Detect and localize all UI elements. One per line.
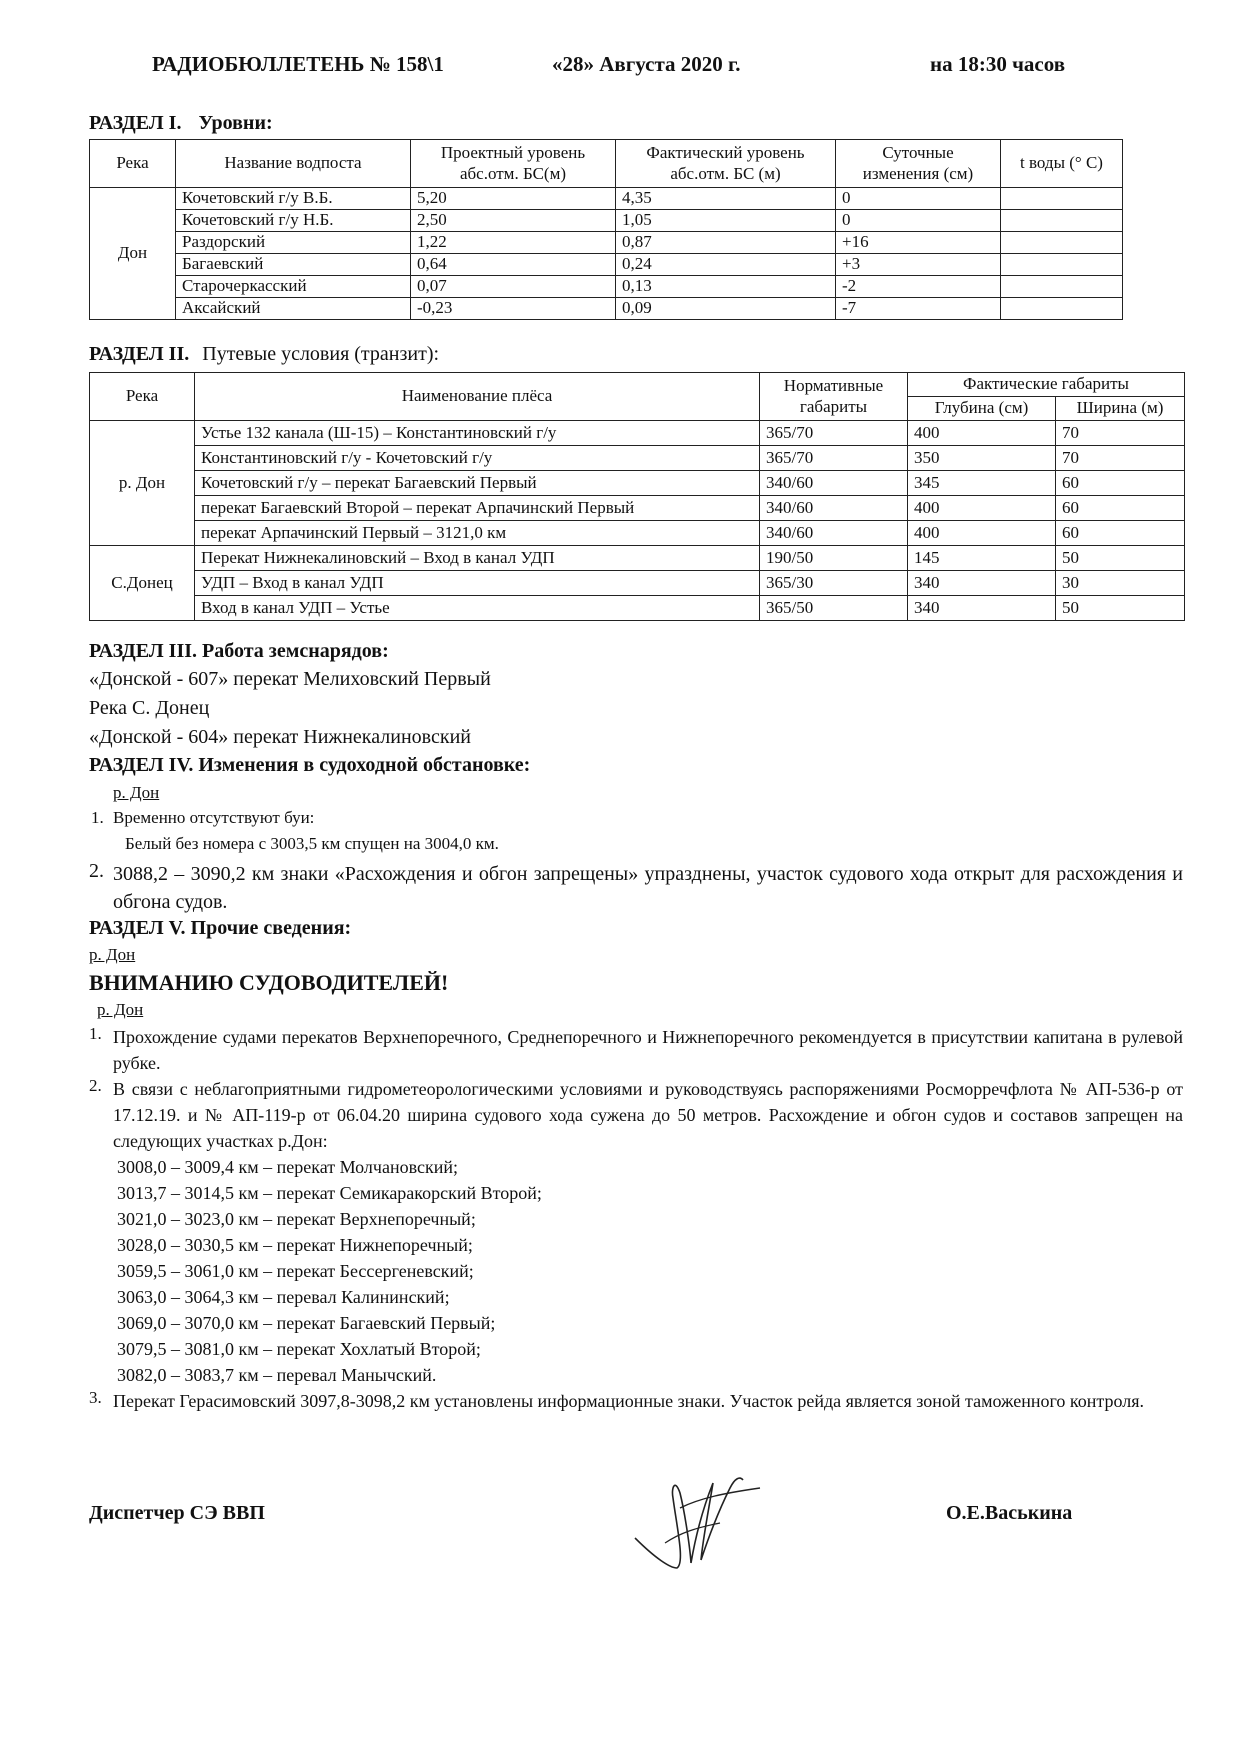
- section4-item1-text: Белый без номера с 3003,5 км спущен на 3004,0 км.: [125, 834, 499, 853]
- stretch-name: перекат Багаевский Второй – перекат Арпачинский Первый: [195, 496, 760, 521]
- restricted-sections-list: [117, 1154, 542, 1388]
- table-row: [90, 210, 1123, 232]
- width: 70: [1056, 446, 1185, 471]
- attention-heading: ВНИМАНИЮ СУДОВОДИТЕЛЕЙ!: [89, 970, 449, 995]
- col-stretch: Наименование плёса: [195, 373, 760, 421]
- dredger-line: «Донской - 607» перекат Мелиховский Первый: [89, 668, 491, 690]
- table-row: [90, 298, 1123, 320]
- section1-heading: [89, 112, 273, 135]
- list-item: 3079,5 – 3081,0 км – перекат Хохлатый Второй;: [117, 1339, 481, 1359]
- col-depth: Глубина (см): [908, 397, 1056, 421]
- section4-item2-num: 2.: [89, 860, 104, 882]
- depth: 145: [908, 546, 1056, 571]
- list-item: 3059,5 – 3061,0 км – перекат Бессергеневский;: [117, 1261, 474, 1281]
- actual-level: 4,35: [616, 188, 836, 210]
- actual-level: 0,13: [616, 276, 836, 298]
- actual-level: 1,05: [616, 210, 836, 232]
- section3-heading: РАЗДЕЛ III. Работа земснарядов:: [89, 640, 389, 662]
- section1-subtitle: Уровни:: [198, 112, 273, 134]
- water-temp: [1001, 276, 1123, 298]
- col-gauge-name: Название водпоста: [176, 140, 411, 188]
- attention-item1-text: Прохождение судами перекатов Верхнепоречного, Среднепоречного и Нижнепоречного рекомендуется в присутствии капитана в рулевой рубке.: [113, 1027, 1183, 1073]
- section4-river: р. Дон: [113, 783, 160, 802]
- dispatcher-position: Диспетчер СЭ ВВП: [89, 1502, 265, 1524]
- daily-change: 0: [836, 188, 1001, 210]
- river-cell: С.Донец: [90, 546, 195, 621]
- attention-item3-text: Перекат Герасимовский 3097,8-3098,2 км установлены информационные знаки. Участок рейда является зоной таможенного контроля.: [113, 1391, 1145, 1411]
- attention-item1-num: 1.: [89, 1024, 102, 1043]
- depth: 340: [908, 596, 1056, 621]
- stretch-name: Константиновский г/у - Кочетовский г/у: [195, 446, 760, 471]
- table-row: [90, 471, 1185, 496]
- project-level: 5,20: [411, 188, 616, 210]
- bulletin-time: на 18:30 часов: [930, 52, 1066, 76]
- table-row: [90, 232, 1123, 254]
- width: 50: [1056, 596, 1185, 621]
- depth: 340: [908, 571, 1056, 596]
- list-item: 3021,0 – 3023,0 км – перекат Верхнепоречный;: [117, 1209, 476, 1229]
- levels-table: [89, 139, 1123, 320]
- list-item: 3008,0 – 3009,4 км – перекат Молчановский;: [117, 1157, 458, 1177]
- attention-item3-num: 3.: [89, 1388, 102, 1407]
- actual-level: 0,09: [616, 298, 836, 320]
- depth: 400: [908, 496, 1056, 521]
- list-item: 3013,7 – 3014,5 км – перекат Семикаракорский Второй;: [117, 1183, 542, 1203]
- col-water-temp: t воды (° С): [1001, 140, 1123, 188]
- section1-label: РАЗДЕЛ I.: [89, 112, 182, 134]
- river-cell: Дон: [90, 188, 176, 320]
- table-row: [90, 421, 1185, 446]
- depth: 345: [908, 471, 1056, 496]
- bulletin-title: РАДИОБЮЛЛЕТЕНЬ № 158\1: [152, 52, 444, 76]
- col-daily-change: Суточные изменения (см): [836, 140, 1001, 188]
- section4-item1-title: Временно отсутствуют буи:: [113, 808, 315, 827]
- bulletin-date: «28» Августа 2020 г.: [552, 52, 741, 76]
- width: 60: [1056, 471, 1185, 496]
- width: 60: [1056, 521, 1185, 546]
- daily-change: -7: [836, 298, 1001, 320]
- daily-change: 0: [836, 210, 1001, 232]
- norm-dims: 365/70: [760, 421, 908, 446]
- table-row: [90, 521, 1185, 546]
- col-norm: Нормативные габариты: [760, 373, 908, 421]
- section4-item1-num: 1.: [91, 808, 104, 827]
- gauge-name: Кочетовский г/у В.Б.: [176, 188, 411, 210]
- stretch-name: перекат Арпачинский Первый – 3121,0 км: [195, 521, 760, 546]
- table-row: [90, 571, 1185, 596]
- attention-river: р. Дон: [97, 1000, 144, 1019]
- table-row: [90, 188, 1123, 210]
- actual-level: 0,87: [616, 232, 836, 254]
- section4-heading: РАЗДЕЛ IV. Изменения в судоходной обстановке:: [89, 754, 531, 776]
- section2-subtitle: Путевые условия (транзит):: [202, 343, 440, 365]
- col-width: Ширина (м): [1056, 397, 1185, 421]
- depth: 400: [908, 521, 1056, 546]
- table-row: [90, 446, 1185, 471]
- width: 30: [1056, 571, 1185, 596]
- daily-change: -2: [836, 276, 1001, 298]
- norm-dims: 340/60: [760, 471, 908, 496]
- transit-table: [89, 372, 1185, 621]
- list-item: 3069,0 – 3070,0 км – перекат Багаевский Первый;: [117, 1313, 496, 1333]
- section2-label: РАЗДЕЛ II.: [89, 343, 190, 365]
- list-item: 3028,0 – 3030,5 км – перекат Нижнепоречный;: [117, 1235, 473, 1255]
- table-row: [90, 276, 1123, 298]
- attention-item2-num: 2.: [89, 1076, 102, 1095]
- daily-change: +3: [836, 254, 1001, 276]
- water-temp: [1001, 210, 1123, 232]
- water-temp: [1001, 298, 1123, 320]
- col-project-level: Проектный уровень абс.отм. БС(м): [411, 140, 616, 188]
- project-level: 1,22: [411, 232, 616, 254]
- gauge-name: Багаевский: [176, 254, 411, 276]
- list-item: 3082,0 – 3083,7 км – перевал Манычский.: [117, 1365, 437, 1385]
- water-temp: [1001, 254, 1123, 276]
- project-level: 2,50: [411, 210, 616, 232]
- stretch-name: Перекат Нижнекалиновский – Вход в канал УДП: [195, 546, 760, 571]
- transit-header-row: [90, 373, 1185, 397]
- section4-item2-text: 3088,2 – 3090,2 км знаки «Расхождения и обгон запрещены» упразднены, участок судового хода открыт для расхождения и обгона судов.: [113, 863, 1183, 913]
- table-row: [90, 496, 1185, 521]
- list-item: 3063,0 – 3064,3 км – перевал Калининский;: [117, 1287, 450, 1307]
- dredger-river-line: Река С. Донец: [89, 697, 210, 719]
- norm-dims: 365/70: [760, 446, 908, 471]
- section5-heading: РАЗДЕЛ V. Прочие сведения:: [89, 917, 352, 939]
- width: 50: [1056, 546, 1185, 571]
- norm-dims: 365/30: [760, 571, 908, 596]
- section2-heading: [89, 343, 439, 366]
- daily-change: +16: [836, 232, 1001, 254]
- table-row: [90, 596, 1185, 621]
- width: 70: [1056, 421, 1185, 446]
- depth: 350: [908, 446, 1056, 471]
- norm-dims: 365/50: [760, 596, 908, 621]
- dispatcher-name: О.Е.Васькина: [946, 1502, 1073, 1524]
- water-temp: [1001, 232, 1123, 254]
- bulletin-header: [152, 52, 1102, 92]
- norm-dims: 340/60: [760, 496, 908, 521]
- project-level: 0,07: [411, 276, 616, 298]
- stretch-name: Вход в канал УДП – Устье: [195, 596, 760, 621]
- table-row: [90, 546, 1185, 571]
- col-actual: Фактические габариты: [908, 373, 1185, 397]
- levels-header-row: [90, 140, 1123, 188]
- dredger-line: «Донской - 604» перекат Нижнекалиновский: [89, 726, 471, 748]
- project-level: -0,23: [411, 298, 616, 320]
- col-river: Река: [90, 140, 176, 188]
- gauge-name: Раздорский: [176, 232, 411, 254]
- actual-level: 0,24: [616, 254, 836, 276]
- norm-dims: 190/50: [760, 546, 908, 571]
- stretch-name: Кочетовский г/у – перекат Багаевский Первый: [195, 471, 760, 496]
- gauge-name: Аксайский: [176, 298, 411, 320]
- col-river: Река: [90, 373, 195, 421]
- table-row: [90, 254, 1123, 276]
- project-level: 0,64: [411, 254, 616, 276]
- signature-icon: [625, 1468, 765, 1578]
- attention-item2-text: В связи с неблагоприятными гидрометеорологическими условиями и руководствуясь распоряжениями Росморречфлота № АП-536-р от 17.12.19. и № АП-119-р от 06.04.20 ширина судового хода сужена до 50 метров. Расхождение и обгон судов и составов запрещен на следующих участках р.Дон:: [113, 1079, 1183, 1151]
- section5-river: р. Дон: [89, 945, 136, 964]
- water-temp: [1001, 188, 1123, 210]
- norm-dims: 340/60: [760, 521, 908, 546]
- gauge-name: Старочеркасский: [176, 276, 411, 298]
- gauge-name: Кочетовский г/у Н.Б.: [176, 210, 411, 232]
- river-cell: р. Дон: [90, 421, 195, 546]
- width: 60: [1056, 496, 1185, 521]
- stretch-name: Устье 132 канала (Ш-15) – Константиновский г/у: [195, 421, 760, 446]
- col-actual-level: Фактический уровень абс.отм. БС (м): [616, 140, 836, 188]
- depth: 400: [908, 421, 1056, 446]
- stretch-name: УДП – Вход в канал УДП: [195, 571, 760, 596]
